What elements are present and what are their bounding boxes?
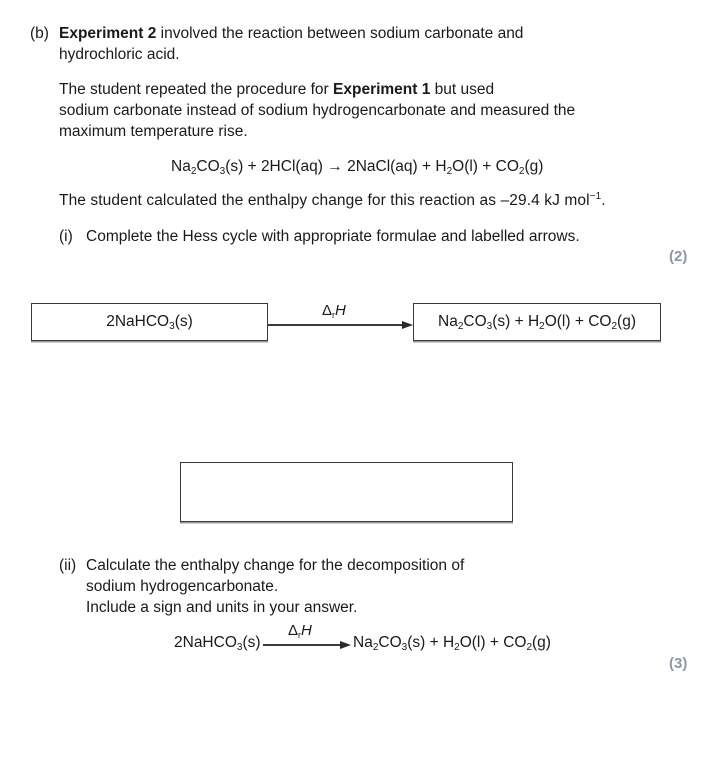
hess-arrow-line <box>267 324 403 326</box>
delta-symbol: Δ <box>288 622 299 639</box>
formula-sub: 2 <box>457 321 464 332</box>
eq-sub: 2 <box>190 166 197 177</box>
formula-text: O(l) + CO <box>544 313 612 330</box>
part-ii-line-3: Include a sign and units in your answer. <box>86 599 358 616</box>
formula-sub: 2 <box>454 642 460 653</box>
hess-left-box <box>31 303 268 341</box>
decomposition-arrowhead-icon <box>340 641 351 649</box>
formula-text: (g) <box>532 634 551 651</box>
formula-text: 2NaHCO <box>106 313 170 330</box>
eq-text: 2NaCl(aq) + H <box>342 158 447 175</box>
part-ii-marks: (3) <box>669 655 688 672</box>
eq-sub: 2 <box>518 166 525 177</box>
formula-text: (s) <box>242 634 261 651</box>
formula-sub: 2 <box>372 642 379 653</box>
paragraph-line-1 <box>59 81 494 99</box>
formula-sub: 3 <box>486 321 493 332</box>
formula-text: (g) <box>617 313 636 330</box>
intro-rest: involved the reaction between sodium carbonate and <box>156 25 524 42</box>
formula-text: 2NaHCO <box>174 634 237 651</box>
hess-arrow-label <box>322 302 346 319</box>
part-i-label: (i) <box>59 228 73 245</box>
formula-sub: 2 <box>526 642 533 653</box>
eq-sub: 2 <box>446 166 453 177</box>
right-box-formula <box>438 313 636 331</box>
decomposition-arrow-line <box>263 644 341 646</box>
calc-end: . <box>601 192 606 209</box>
formula-sub: 3 <box>169 321 175 332</box>
formula-text: O(l) + CO <box>459 634 527 651</box>
formula-text: (s) + H <box>492 313 540 330</box>
decomposition-arrow-label <box>288 622 312 639</box>
formula-sub: 3 <box>236 642 243 653</box>
formula-text: (s) + H <box>407 634 455 651</box>
paragraph-line-2: sodium carbonate instead of sodium hydrogencarbonate and measured the <box>59 102 576 119</box>
experiment-1-bold: Experiment 1 <box>333 81 431 98</box>
para-text-a: The student repeated the procedure for <box>59 81 334 98</box>
eq-text: CO <box>196 158 220 175</box>
para-text-b: but used <box>430 81 495 98</box>
formula-sub: 2 <box>539 321 545 332</box>
delta-symbol: Δ <box>322 302 333 319</box>
paragraph-line-3: maximum temperature rise. <box>59 123 248 140</box>
eq-text: O(l) + CO <box>452 158 519 175</box>
eq-text: Na <box>171 158 191 175</box>
delta-sub: r <box>298 630 302 640</box>
formula-text: CO <box>378 634 402 651</box>
formula-sub: 2 <box>611 321 618 332</box>
part-i-marks: (2) <box>669 248 688 265</box>
part-i-instruction: Complete the Hess cycle with appropriate formulae and labelled arrows. <box>86 228 580 245</box>
reaction-arrow: → <box>327 158 343 175</box>
enthalpy-h: H <box>335 302 346 319</box>
calc-sup: −1 <box>589 191 602 202</box>
part-ii-line-2: sodium hydrogencarbonate. <box>86 578 279 595</box>
intro-line-2: hydrochloric acid. <box>59 46 180 63</box>
eq-text: (s) + 2HCl(aq) <box>225 158 328 175</box>
hess-right-box <box>413 303 661 341</box>
calc-value: –29.4 kJ mol <box>500 192 590 209</box>
calc-text: The student calculated the enthalpy change for this reaction as <box>59 192 501 209</box>
left-box-formula <box>106 313 193 331</box>
formula-text: Na <box>353 634 373 651</box>
intro-line-1 <box>59 25 523 43</box>
hess-bottom-box-answer[interactable] <box>180 462 513 522</box>
part-b-label: (b) <box>30 25 49 42</box>
eq-sub: 3 <box>219 166 226 177</box>
delta-sub: r <box>332 310 336 320</box>
part-ii-line-1: Calculate the enthalpy change for the decomposition of <box>86 557 465 574</box>
enthalpy-h: H <box>301 622 312 639</box>
hess-arrowhead-icon <box>402 321 413 329</box>
eq-text: (g) <box>524 158 544 175</box>
formula-sub: 3 <box>401 642 408 653</box>
experiment-2-bold: Experiment 2 <box>59 25 157 42</box>
decomposition-reactant <box>174 634 261 652</box>
formula-text: (s) <box>174 313 193 330</box>
decomposition-products <box>353 634 551 652</box>
part-ii-label: (ii) <box>59 557 77 574</box>
formula-text: Na <box>438 313 458 330</box>
formula-text: CO <box>463 313 487 330</box>
reaction-equation <box>171 158 543 176</box>
calculated-enthalpy-statement <box>59 192 606 210</box>
